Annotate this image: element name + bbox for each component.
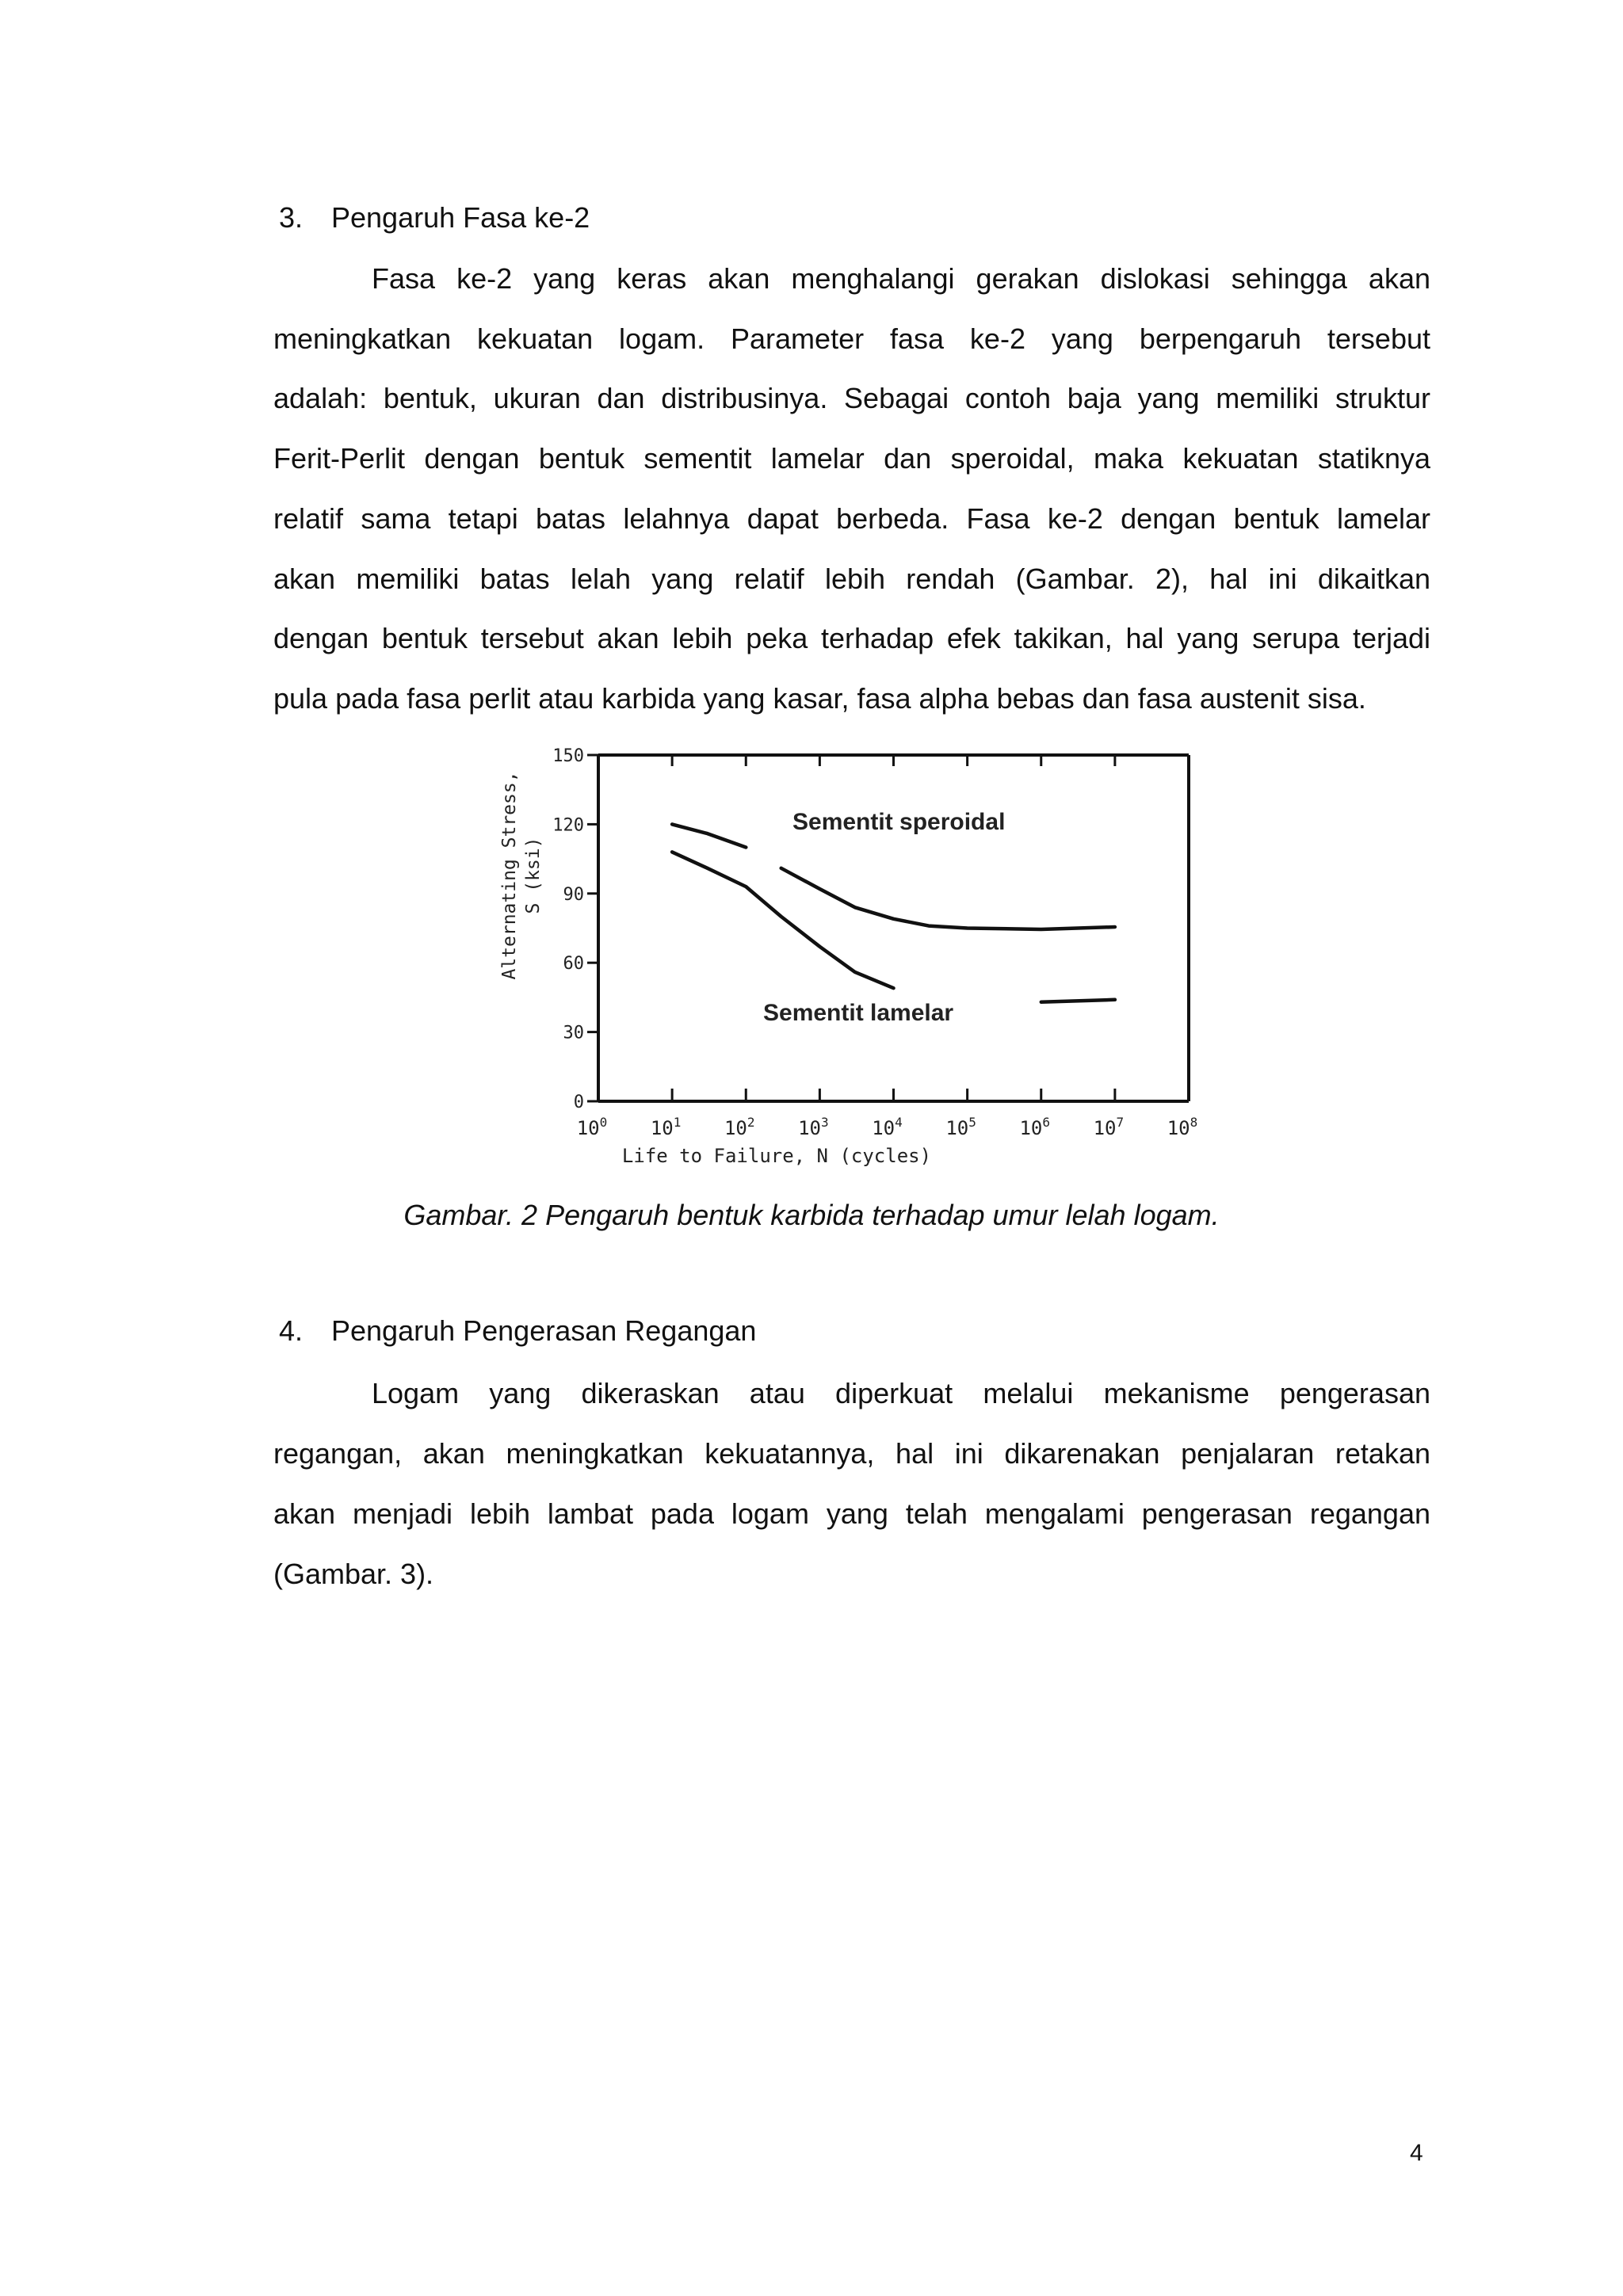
series-sementit-speroidal-segment (781, 868, 1115, 929)
paragraph-line: pula pada fasa perlit atau karbida yang kasar, fasa alpha bebas dan fasa austenit sisa. (273, 681, 1366, 715)
x-tick-label: $10^5$ (945, 1115, 976, 1139)
paragraph-line: akan menjadi lebih lambat pada logam yang telah mengalami pengerasan regangan (273, 1497, 1430, 1530)
x-tick-label: $10^6$ (1019, 1115, 1051, 1139)
section-3-title: Pengaruh Fasa ke-2 (331, 201, 590, 234)
y-tick-label: 60 (563, 954, 584, 974)
y-axis-unit-label: S (ksi) (523, 837, 544, 914)
series-sementit-speroidal-segment (672, 824, 746, 847)
paragraph-line: (Gambar. 3). (273, 1558, 434, 1590)
y-tick-label: 150 (552, 746, 584, 766)
y-tick-label: 30 (563, 1023, 584, 1043)
paragraph-line: relatif sama tetapi batas lelahnya dapat berbeda. Fasa ke-2 dengan bentuk lamelar (273, 502, 1430, 535)
x-tick-label: $10^2$ (724, 1115, 755, 1139)
y-tick-label: 90 (563, 884, 584, 905)
section-4-number: 4. (279, 1314, 304, 1347)
y-tick-label: 120 (552, 815, 584, 836)
section-4-heading (279, 1314, 756, 1348)
x-tick-label: $10^8$ (1167, 1115, 1198, 1139)
x-tick-label: $10^1$ (650, 1115, 682, 1139)
paragraph-line: akan memiliki batas lelah yang relatif lebih rendah (Gambar. 2), hal ini dikaitkan (273, 562, 1430, 595)
series-sementit-lamelar-segment (1041, 1000, 1115, 1002)
section-3-heading (279, 200, 590, 235)
paragraph-line: meningkatkan kekuatan logam. Parameter fasa ke-2 yang berpengaruh tersebut (273, 322, 1430, 355)
x-tick-label: $10^4$ (872, 1115, 903, 1139)
figure-caption: Gambar. 2 Pengaruh bentuk karbida terhadap umur lelah logam. (403, 1199, 1220, 1231)
y-tick-label: 0 (573, 1093, 584, 1112)
annotation-sementit-speroidal: Sementit speroidal (792, 809, 1006, 835)
series-sementit-lamelar-segment (672, 852, 893, 988)
paragraph-line: adalah: bentuk, ukuran dan distribusinya. Sebagai contoh baja yang memiliki struktur (273, 382, 1430, 415)
section-4-title: Pengaruh Pengerasan Regangan (331, 1314, 757, 1347)
x-tick-label: $10^3$ (798, 1115, 829, 1139)
page-number: 4 (1410, 2140, 1423, 2166)
paragraph-line: Logam yang dikeraskan atau diperkuat melalui mekanisme pengerasan (372, 1377, 1430, 1409)
section-3-number: 3. (279, 201, 304, 234)
x-axis-label: Life to Failure, N (cycles) (621, 1145, 932, 1167)
y-axis-label: Alternating Stress, (499, 771, 520, 980)
paragraph-line: Ferit-Perlit dengan bentuk sementit lamelar dan speroidal, maka kekuatan statiknya (273, 442, 1430, 475)
paragraph-line: regangan, akan meningkatkan kekuatannya, hal ini dikarenakan penjalaran retakan (273, 1437, 1430, 1470)
x-tick-label: $10^7$ (1093, 1115, 1125, 1139)
annotation-sementit-lamelar: Sementit lamelar (763, 1000, 954, 1026)
paragraph-line: dengan bentuk tersebut akan lebih peka terhadap efek takikan, hal yang serupa terjadi (273, 622, 1430, 655)
x-tick-label: $10^0$ (576, 1115, 608, 1139)
paragraph-line: Fasa ke-2 yang keras akan menghalangi gerakan dislokasi sehingga akan (372, 262, 1430, 295)
sn-curve-chart (475, 733, 1236, 1184)
